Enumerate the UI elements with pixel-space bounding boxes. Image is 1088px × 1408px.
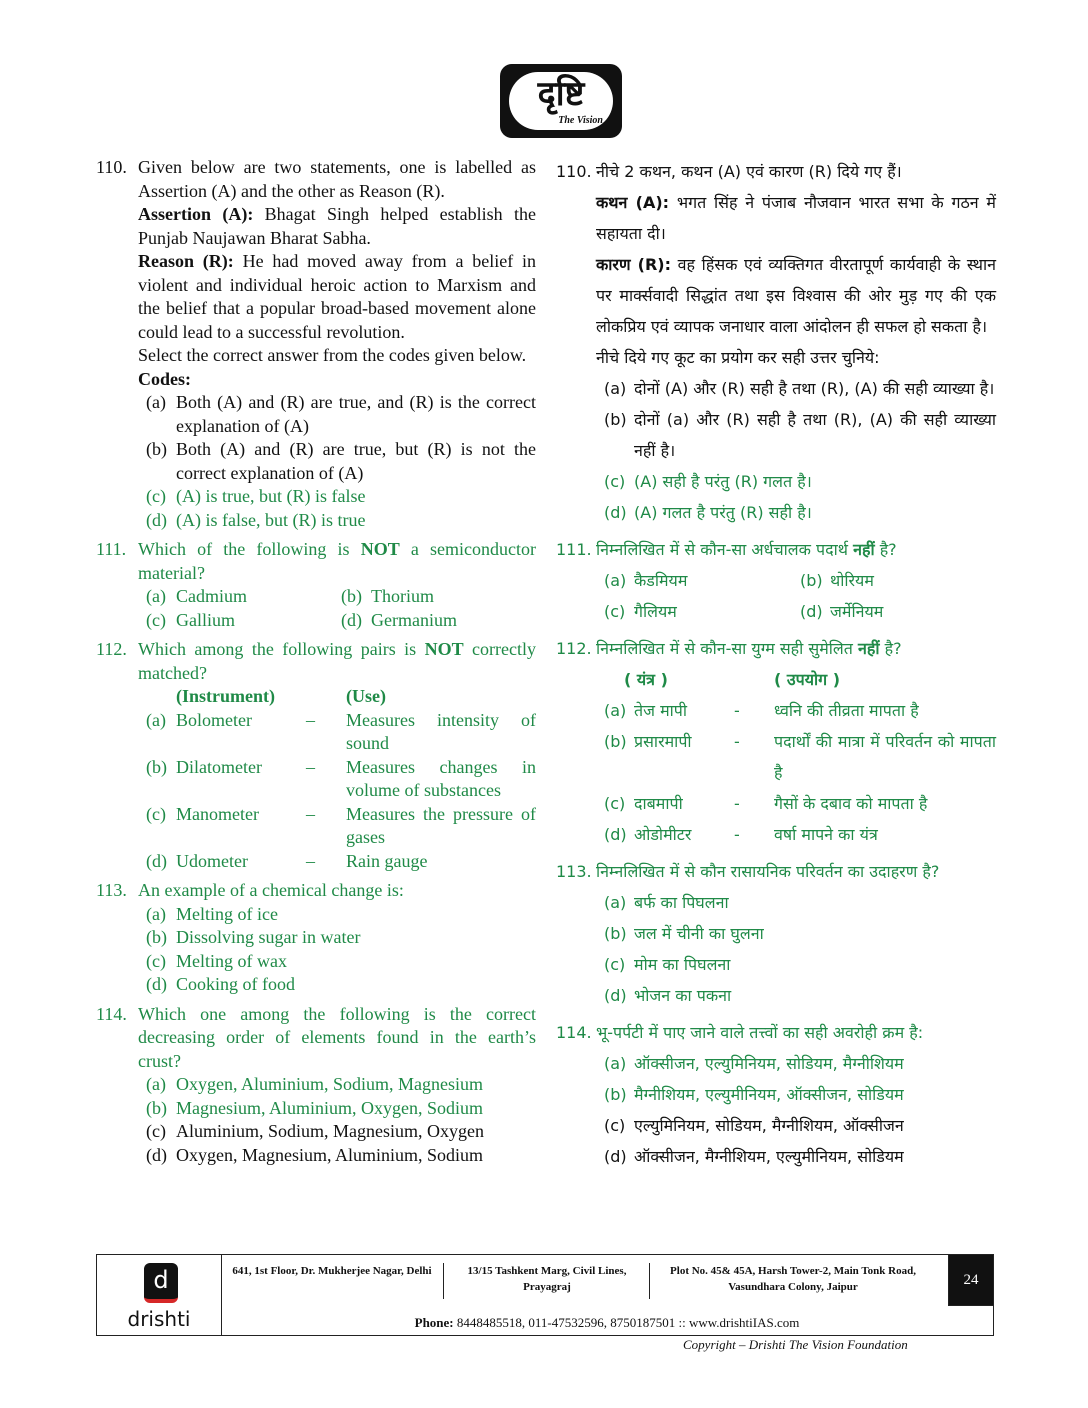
question-text: Given below are two statements, one is labelled as Assertion (A) and the other as Reason (R).	[138, 157, 536, 201]
option: (b) मैग्नीशियम, एल्युमीनियम, ऑक्सीजन, सोडियम	[604, 1085, 904, 1104]
question-text: An example of a chemical change is:	[138, 880, 404, 900]
reason: कारण (R): वह हिंसक एवं व्यक्तिगत वीरतापूर्ण कार्यवाही के स्थान पर मार्क्सवादी सिद्धांत तथा इस विश्वास की ओर मुड़ गए की एक लोकप्रिय एवं व्यापक जनाधार वाला आंदोलन ही सफल हो सकता है।	[596, 255, 996, 336]
option: (c) मोम का पिघलना	[604, 955, 731, 974]
option: (a) दोनों (A) और (R) सही है तथा (R), (A) की सही व्याख्या है।	[604, 379, 995, 398]
option: (b) Both (A) and (R) are true, but (R) is not the correct explanation of (A)	[146, 439, 536, 483]
instruction: Select the correct answer from the codes given below.	[138, 345, 527, 365]
question-111-hindi: 111. निम्नलिखित में से कौन-सा अर्धचालक पदार्थ नहीं है? (a) कैडमियम (b) थोरियम (c) गैलियम (d) जर्मेनियम	[556, 534, 996, 627]
option: (c) एल्युमिनियम, सोडियम, मैग्नीशियम, ऑक्सीजन	[604, 1116, 904, 1135]
address-delhi: 641, 1st Floor, Dr. Mukherjee Nagar, Delhi	[232, 1265, 432, 1277]
assertion: Assertion (A): Bhagat Singh helped establish the Punjab Naujawan Bharat Sabha.	[138, 204, 536, 248]
option: (b) जल में चीनी का घुलना	[604, 924, 764, 943]
option: (c) Aluminium, Sodium, Magnesium, Oxygen	[146, 1121, 484, 1141]
match-table: (Instrument) (Use) (a) Bolometer – Measures intensity of sound (b) Dilatometer – Measures changes in volume of substances (c) Manometer – Measures the pressure of gases (d) Udometer – Rain gauge	[146, 686, 536, 871]
drishti-footer-logo	[97, 1255, 222, 1335]
question-text: Which of the following is NOT a semiconductor material?	[138, 539, 537, 583]
question-114-hindi: 114. भू-पर्पटी में पाए जाने वाले तत्त्वों का सही अवरोही क्रम है: (a) ऑक्सीजन, एल्युमिनियम, सोडियम, मैग्नीशियम (b) मैग्नीशियम, एल्युमीनियम, ऑक्सीजन, सोडियम (c) एल्युमिनियम, सोडियम, मैग्नीशियम, ऑक्सीजन (d) ऑक्सीजन, मैग्नीशियम, एल्युमीनियम, सोडियम	[556, 1017, 996, 1172]
option: (b) Thorium	[341, 586, 434, 606]
option: (a) Melting of ice	[146, 903, 278, 924]
option: (a) ऑक्सीजन, एल्युमिनियम, सोडियम, मैग्नीशियम	[604, 1054, 904, 1073]
option: (a) बर्फ का पिघलना	[604, 893, 729, 912]
option: (a) कैडमियम	[604, 571, 688, 590]
option: (d) जर्मेनियम	[800, 602, 884, 621]
option: (c) (A) सही है परंतु (R) गलत है।	[604, 472, 812, 491]
option: (c) Melting of wax	[146, 950, 287, 971]
question-text: Which one among the following is the correct decreasing order of elements found in the earth’s crust?	[138, 1003, 536, 1071]
question-113-hindi: 113. निम्नलिखित में से कौन रासायनिक परिवर्तन का उदाहरण है? (a) बर्फ का पिघलना (b) जल में चीनी का घुलना (c) मोम का पिघलना (d) भोजन का पकना	[556, 856, 996, 1011]
question-110	[96, 156, 536, 532]
option: (a) Oxygen, Aluminium, Sodium, Magnesium	[146, 1074, 484, 1094]
option: (d) ऑक्सीजन, मैग्नीशियम, एल्युमीनियम, सोडियम	[604, 1147, 904, 1166]
question-text: Which among the following pairs is NOT correctly matched?	[138, 639, 536, 683]
logo-subtitle: The Vision	[558, 115, 603, 126]
brand-name: drishti	[127, 1307, 191, 1331]
divider	[649, 1263, 650, 1299]
logo-devanagari: दृष्टि	[537, 74, 585, 114]
option: (b) थोरियम	[800, 571, 874, 590]
drishti-logo	[500, 64, 622, 138]
option: (d) Oxygen, Magnesium, Aluminium, Sodium	[146, 1144, 484, 1165]
option: (d) (A) is false, but (R) is true	[146, 509, 366, 530]
option: (d) भोजन का पकना	[604, 986, 732, 1005]
question-110-hindi: 110. नीचे 2 कथन, कथन (A) एवं कारण (R) दिये गए हैं। कथन (A): भगत सिंह ने पंजाब नौजवान भारत सभा के गठन में सहायता दी। कारण (R): वह हिंसक एवं व्यक्तिगत वीरतापूर्ण कार्यवाही के स्थान पर मार्क्सवादी सिद्धांत तथा इस विश्वास की ओर मुड़ गए की एक लोकप्रिय एवं व्यापक जनाधार वाला आंदोलन ही सफल हो सकता है। नीचे दिये गए कूट का प्रयोग कर सही उत्तर चुनिये: (a) दोनों (A) और (R) सही है तथा (R), (A) की सही व्याख्या है। (b) दोनों (a) और (R) सही है तथा (R), (A) की सही व्याख्या नहीं है। (c) (A) सही है परंतु (R) गलत है। (d) (A) गलत है परंतु (R) सही है।	[556, 156, 996, 528]
option: (b) Magnesium, Aluminium, Oxygen, Sodium	[146, 1097, 484, 1118]
question-number: 110.	[96, 157, 127, 177]
option: (b) Dissolving sugar in water	[146, 927, 361, 947]
divider	[443, 1263, 444, 1299]
option: (d) (A) गलत है परंतु (R) सही है।	[604, 503, 812, 522]
option: (d) Germanium	[341, 609, 457, 630]
page-footer	[96, 1254, 994, 1336]
english-column	[96, 156, 536, 1173]
question-112-hindi: 112. निम्नलिखित में से कौन-सा युग्म सही सुमेलित नहीं है? ( यंत्र ) ( उपयोग ) (a) तेज मापी - ध्वनि की तीव्रता मापता है (b) प्रसारमापी - पदार्थों की मात्रा में परिवर्तन को मापता है (c) दाबमापी - गैसों के दबाव को मापता है (d) ओडोमीटर - वर्षा मापने का यंत्र	[556, 633, 996, 850]
question-text: नीचे 2 कथन, कथन (A) एवं कारण (R) दिये गए हैं।	[596, 162, 902, 181]
drishti-d-icon: d	[144, 1263, 178, 1303]
assertion: कथन (A): भगत सिंह ने पंजाब नौजवान भारत सभा के गठन में सहायता दी।	[596, 193, 996, 243]
question-text: निम्नलिखित में से कौन-सा अर्धचालक पदार्थ नहीं है?	[596, 540, 897, 559]
question-111: 111. Which of the following is NOT a semiconductor material? (a) Cadmium (b) Thorium (c) Gallium (d) Germanium	[96, 538, 536, 632]
reason: Reason (R): He had moved away from a belief in violent and individual heroic action to Marxism and the belief that a popular broad-based movement alone could lead to a successful revolution.	[138, 251, 536, 342]
address-prayagraj: 13/15 Tashkent Marg, Civil Lines, Prayagraj	[467, 1265, 627, 1293]
option: (c) Gallium	[146, 609, 235, 630]
option: (c) (A) is true, but (R) is false	[146, 486, 366, 506]
instruction: नीचे दिये गए कूट का प्रयोग कर सही उत्तर चुनिये:	[596, 348, 880, 367]
hindi-column	[556, 156, 996, 1178]
option: (b) दोनों (a) और (R) सही है तथा (R), (A) की सही व्याख्या नहीं है।	[604, 410, 996, 460]
address-jaipur: Plot No. 45& 45A, Harsh Tower-2, Main Tonk Road, Vasundhara Colony, Jaipur	[670, 1265, 916, 1293]
question-114: 114. Which one among the following is the correct decreasing order of elements found in the earth’s crust? (a) Oxygen, Aluminium, Sodium, Magnesium (b) Magnesium, Aluminium, Oxygen, Sodium (c) Aluminium, Sodium, Magnesium, Oxygen (d) Oxygen, Magnesium, Aluminium, Sodium	[96, 1003, 536, 1168]
question-text: भू-पर्पटी में पाए जाने वाले तत्त्वों का सही अवरोही क्रम है:	[596, 1023, 924, 1042]
option: (c) गैलियम	[604, 602, 677, 621]
option: (a) Cadmium	[146, 586, 247, 606]
contact-line: Phone: 8448485518, 011-47532596, 8750187501 :: www.drishtiIAS.com	[414, 1315, 800, 1330]
codes-label: Codes:	[138, 368, 191, 389]
question-text: निम्नलिखित में से कौन रासायनिक परिवर्तन का उदाहरण है?	[596, 862, 940, 881]
question-text: निम्नलिखित में से कौन-सा युग्म सही सुमेलित नहीं है?	[596, 639, 902, 658]
option: (a) Both (A) and (R) are true, and (R) is the correct explanation of (A)	[146, 392, 536, 436]
option: (d) Cooking of food	[146, 974, 295, 994]
copyright: Copyright – Drishti The Vision Foundation	[683, 1337, 908, 1352]
match-table: ( यंत्र ) ( उपयोग ) (a) तेज मापी - ध्वनि की तीव्रता मापता है (b) प्रसारमापी - पदार्थों की मात्रा में परिवर्तन को मापता है (c) दाबमापी - गैसों के दबाव को मापता है (d) ओडोमीटर - वर्षा मापने का यंत्र	[604, 670, 996, 844]
question-113: 113. An example of a chemical change is: (a) Melting of ice (b) Dissolving sugar in water (c) Melting of wax (d) Cooking of food	[96, 879, 536, 997]
question-112: 112. Which among the following pairs is NOT correctly matched? (Instrument) (Use) (a) Bolometer – Measures intensity of sound (b) Dilatometer – Measures changes in volume of substances (c) Manometer – Measures the pressure of gases (d) Udometer – Rain gauge	[96, 638, 536, 873]
page-number: 24	[948, 1255, 993, 1306]
